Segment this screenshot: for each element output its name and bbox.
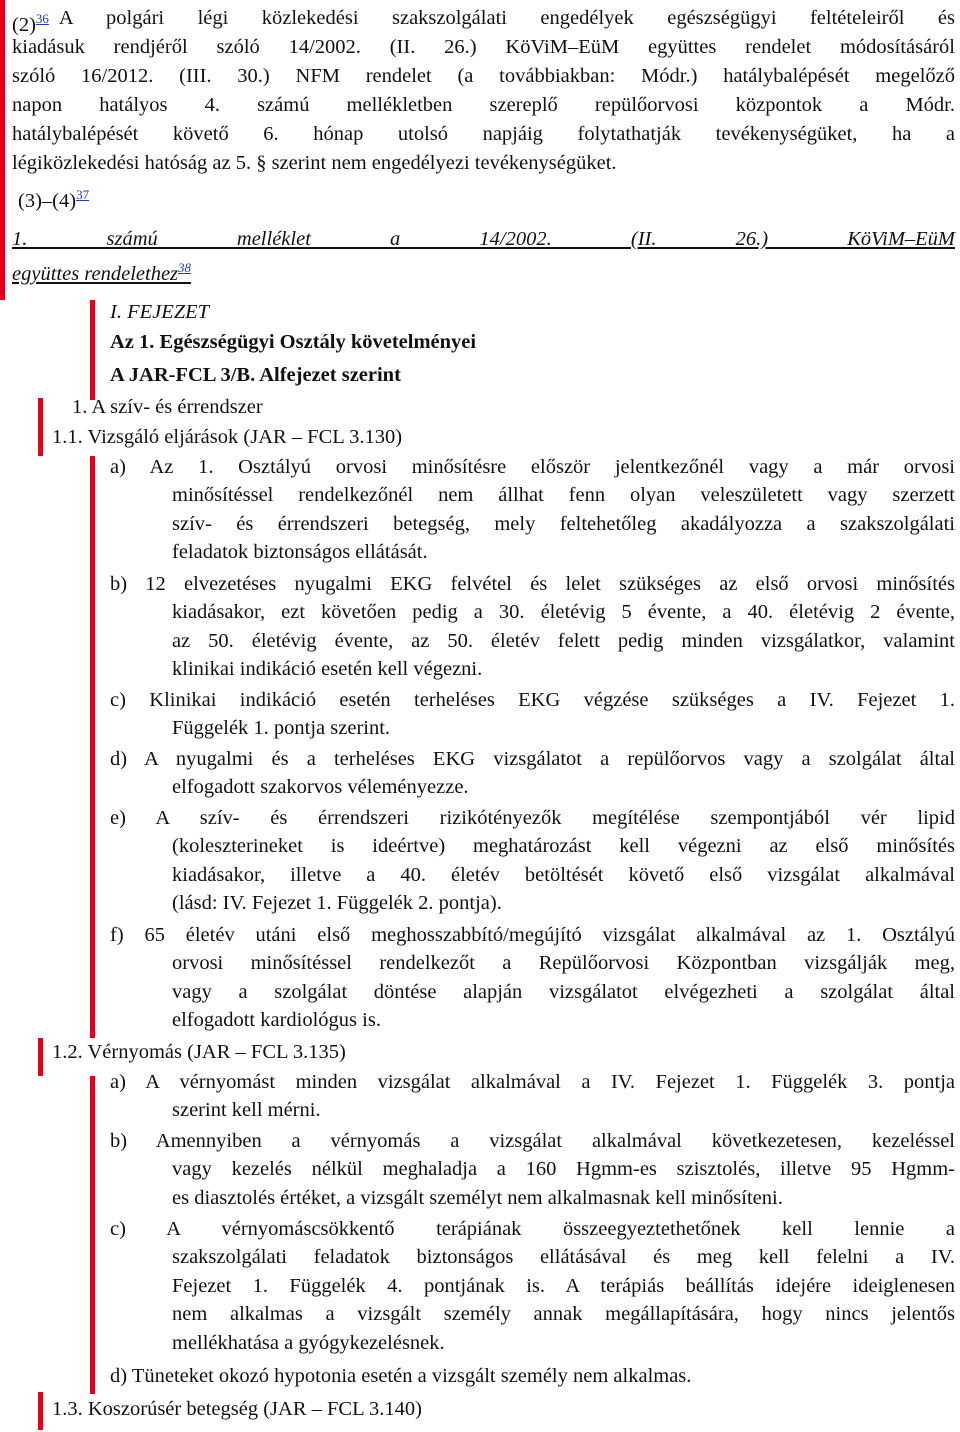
section-heading: 1. A szív- és érrendszer (72, 396, 263, 418)
list-item-cont: (lásd: IV. Fejezet 1. Függelék 2. pontja). (172, 892, 502, 914)
list-item: d) A nyugalmi és a terheléses EKG vizsgálatot a repülőorvos vagy a szolgálat által (110, 748, 955, 770)
para2-line: napon hatályos 4. számú mellékletben szereplő repülőorvosi központok a Módr. (12, 94, 955, 116)
change-bar (0, 0, 5, 300)
list-item-cont: Függelék 1. pontja szerint. (172, 717, 391, 739)
list-item-cont: elfogadott szakorvos véleményezze. (172, 776, 469, 798)
list-item-cont: klinikai indikáció esetén kell végezni. (172, 658, 483, 680)
chapter-title-2: A JAR-FCL 3/B. Alfejezet szerint (110, 364, 401, 386)
para-label: (2) (12, 13, 36, 36)
list-item: d) Tüneteket okozó hypotonia esetén a vizsgált személy nem alkalmas. (110, 1365, 692, 1387)
list-item-cont: feladatok biztonságos ellátását. (172, 541, 428, 563)
change-bar (38, 398, 43, 456)
para2-line: légiközlekedési hatóság az 5. § szerint nem engedélyezi tevékenységüket. (12, 152, 617, 174)
list-item-cont: vagy a szolgálat döntése alapján vizsgálatot elvégezheti a szolgálat által (172, 981, 955, 1003)
section-heading: 1.2. Vérnyomás (JAR – FCL 3.135) (52, 1041, 346, 1063)
list-item-cont: kiadásakor, illetve a 40. életév betöltését követő első vizsgálat alkalmával (172, 864, 955, 886)
annex-title-line2: együttes rendelethez$^{38}$ (12, 260, 192, 285)
list-item: f) 65 életév utáni első meghosszabbító/megújító vizsgálat alkalmával az 1. Osztályú (110, 924, 955, 946)
list-item-cont: elfogadott kardiológus is. (172, 1009, 381, 1031)
list-item: c) A vérnyomáscsökkentő terápiának összeegyeztethetőnek kell lennie a (110, 1218, 955, 1240)
list-item-cont: az 50. életévig évente, az 50. életév felett pedig minden vizsgálatkor, valamint (172, 630, 955, 652)
annex-title-line1: 1. számú melléklet a 14/2002. (II. 26.) KöViM–EüM (12, 228, 955, 250)
para2-line: kiadásuk rendjéről szóló 14/2002. (II. 26.) KöViM–EüM együttes rendelet módosításáról (12, 36, 955, 58)
footnote-link[interactable]: 38 (178, 260, 192, 275)
footnote-link[interactable]: 37 (76, 187, 90, 202)
section-heading: 1.1. Vizsgáló eljárások (JAR – FCL 3.130) (52, 426, 403, 448)
change-bar (90, 300, 95, 400)
para2-line1-rest: A polgári légi közlekedési szakszolgálati engedélyek egészségügyi feltételeiről és (58, 7, 955, 29)
section-heading: 1.3. Koszorúsér betegség (JAR – FCL 3.140) (52, 1398, 422, 1420)
list-item-cont: mellékhatása a gyógykezelésnek. (172, 1332, 445, 1354)
list-item-cont: nem alkalmas a vizsgált személy annak megállapítására, hogy nincs jelentős (172, 1303, 955, 1325)
list-item: e) A szív- és érrendszeri rizikótényezők megítélése szempontjából vér lipid (110, 807, 955, 829)
list-item-cont: es diasztolés értéket, a vizsgált személyt nem alkalmasnak kell minősíteni. (172, 1187, 783, 1209)
para2-line: szóló 16/2012. (III. 30.) NFM rendelet (a továbbiakban: Módr.) hatálybalépését megelőző (12, 65, 955, 87)
list-item: c) Klinikai indikáció esetén terheléses EKG végzése szükséges a IV. Fejezet 1. (110, 689, 955, 711)
footnote-link[interactable]: 36 (35, 11, 49, 26)
list-item-cont: vagy kezelés nélkül meghaladja a 160 Hgmm-es szisztolés, illetve 95 Hgmm- (172, 1158, 955, 1180)
list-item-cont: szív- és érrendszeri betegség, mely feltehetőleg akadályozza a szakszolgálati (172, 513, 955, 535)
list-item-cont: szerint kell mérni. (172, 1099, 321, 1121)
list-item-cont: minősítéssel rendelkezőnél nem állhat fenn olyan veleszületett vagy szerzett (172, 484, 955, 506)
list-item: b) Amennyiben a vérnyomás a vizsgálat alkalmával következetesen, kezeléssel (110, 1130, 955, 1152)
change-bar (38, 1392, 43, 1430)
list-item: a) Az 1. Osztályú orvosi minősítésre először jelentkezőnél vagy a már orvosi (110, 456, 955, 478)
para34: $(3)-(4)^{37}$ (18, 187, 90, 212)
list-item-cont: (koleszterineket is ideértve) meghatározást kell végezni az első minősítés (172, 835, 955, 857)
change-bar (90, 1076, 95, 1394)
list-item: a) A vérnyomást minden vizsgálat alkalmával a IV. Fejezet 1. Függelék 3. pontja (110, 1071, 955, 1093)
change-bar (38, 1038, 43, 1076)
list-item-cont: kiadásakor, ezt követően pedig a 30. életévig 5 évente, a 40. életévig 2 évente, (172, 601, 955, 623)
list-item: b) 12 elvezetéses nyugalmi EKG felvétel és lelet szükséges az első orvosi minősítés (110, 573, 955, 595)
list-item-cont: orvosi minősítéssel rendelkezőt a Repülőorvosi Központban vizsgálják meg, (172, 952, 955, 974)
change-bar (90, 456, 95, 1038)
list-item-cont: szakszolgálati feladatok biztonságos ellátásával és meg kell felelni a IV. (172, 1246, 955, 1268)
chapter-title-1: Az 1. Egészségügyi Osztály követelményei (110, 331, 477, 353)
chapter-label: I. FEJEZET (110, 301, 210, 323)
para2-line: hatálybalépését követő 6. hónap utolsó napjáig folytathatják tevékenységüket, ha a (12, 123, 955, 145)
list-item-cont: Fejezet 1. Függelék 4. pontjának is. A terápiás beállítás idejére ideiglenesen (172, 1275, 955, 1297)
